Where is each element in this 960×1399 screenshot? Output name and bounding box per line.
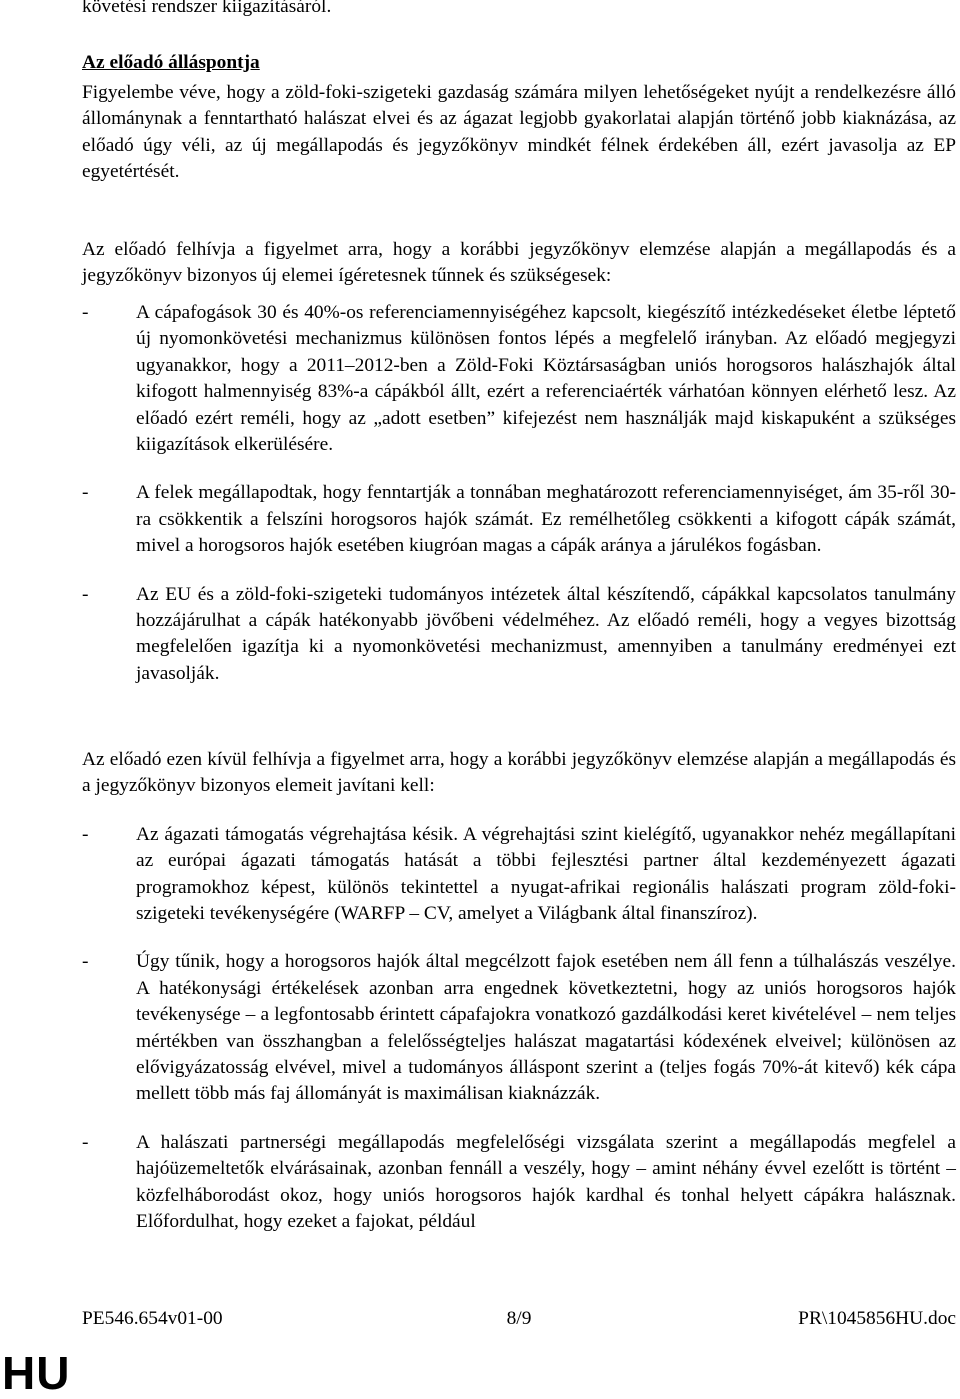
improvements-section: [82, 747, 956, 1258]
list-item: [82, 480, 956, 559]
list-item: [82, 949, 956, 1107]
list-item-text: A halászati partnerségi megállapodás megfelelőségi vizsgálata szerint a megállapodás megfelel a hajóüzemeltetők elvárásainak, azonban fennáll a veszély, hogy – amint néhány évvel ezelőtt is történt – közfelháborodást okoz, hogy uniós horogsoros hajók kardhal és tonhal helyett cápákra halásznak. Előfordulhat, hogy ezeket a fajokat, például: [136, 1131, 956, 1233]
list-item: [82, 300, 956, 458]
list-item-text: Az ágazati támogatás végrehajtása késik. A végrehajtási szint kielégítő, ugyanakkor nehéz megállapítani az európai ágazati támogatás hatását a többi fejlesztési partner által kezdeményezett ágazati programokhoz képest, különös tekintettel a nyugat-afrikai regionális halászati program zöld-foki-szigeteki tevékenységére (WARFP – CV, amelyet a Világbank által finanszíroz).: [136, 823, 956, 925]
list-dash: -: [82, 302, 89, 323]
paragraph-new-elements: Az előadó felhívja a figyelmet arra, hogy a korábbi jegyzőkönyv elemzése alapján a megállapodás és a jegyzőkönyv bizonyos új elemei ígéretesnek tűnnek és szükségesek:: [82, 239, 956, 287]
list-dash: -: [82, 482, 89, 504]
list-item: [82, 822, 956, 928]
list-item-text: A cápafogások 30 és 40%-os referenciamennyiségéhez kapcsolt, kiegészítő intézkedéseket életbe léptető új nyomonkövetési mechanizmus különösen fontos lépés a megfelelő irányban. Az előadó megjegyzi ugyanakkor, hogy a 2011–2012-ben a Zöld-Foki Köztársaságban uniós horogsoros halászhajók által kifogott halmennyiség 83%-a cápákból állt, ezért a referenciaérték várhatóan könnyen elérhető lesz. Az előadó ezért reméli, hogy az „adott esetben” kifejezést nem használják majd kiskapuként a szükséges kiigazítások elkerülésére.: [136, 302, 956, 456]
paragraph-position: Figyelembe véve, hogy a zöld-foki-szigeteki gazdaság számára milyen lehetőségeket nyújt a rendelkezésre álló állománynak a fenntartható halászat elvei és az ágazat legjobb gyakorlatai alapján történő jobb kiaknázása, az előadó úgy véli, az új megállapodás és jegyzőkönyv mindkét félnek érdekében áll, ezért javasolja az EP egyetértését.: [82, 82, 956, 183]
paragraph-improvements: Az előadó ezen kívül felhívja a figyelmet arra, hogy a korábbi jegyzőkönyv elemzése alapján a megállapodás és a jegyzőkönyv bizonyos elemeit javítani kell:: [82, 749, 956, 797]
list-item: [82, 582, 956, 688]
list-dash: -: [82, 951, 89, 973]
new-elements-list: [82, 300, 956, 709]
list-dash: -: [82, 1131, 89, 1153]
section-heading: Az előadó álláspontja: [82, 52, 260, 73]
list-item-text: Úgy tűnik, hogy a horogsoros hajók által megcélzott fajok esetében nem áll fenn a túlhalászás veszélye. A hatékonysági értékelések azonban arra engednek következtetni, hogy az uniós horogsoros hajók tevékenysége – a legfontosabb érintett cápafajokra vonatkozó gazdálkodási keret kivételével – nem teljes mértékben van összhangban a felelősségteljes halászat magatartási kódexének elveivel; különösen az elővigyázatosság elvével, mivel a tudományos álláspont szerint a (teljes fogás 70%-át kitevő) kék cápa mellett több más faj állományát is maximálisan kiaknázzák.: [136, 951, 956, 1105]
list-item: [82, 1130, 956, 1236]
file-name: PR\1045856HU.doc: [798, 1308, 956, 1329]
document-reference: PE546.654v01-00: [82, 1308, 223, 1329]
list-item-text: A felek megállapodtak, hogy fenntartják a tonnában meghatározott referenciamennyiséget, ám 35-ről 30-ra csökkentik a felszíni horogsoros hajók számát. Ez remélhetőleg csökkenti a kifogott cápák számát, mivel a horogsoros hajók esetében kiugróan magas a cápák aránya a járulékos fogásban.: [136, 482, 956, 557]
continued-text-line: követési rendszer kiigazításáról.: [82, 0, 332, 17]
list-dash: -: [82, 583, 89, 605]
list-item-text: Az EU és a zöld-foki-szigeteki tudományos intézetek által készítendő, cápákkal kapcsolatos tanulmány hozzájárulhat a cápák hatékonyabb jövőbeni védelméhez. Az előadó reméli, hogy a vegyes bizottság megfelelően igazítja ki a nyomonkövetési mechanizmust, amennyiben a tanulmány eredményei ezt javasolják.: [136, 583, 956, 684]
language-code: HU: [2, 1347, 71, 1399]
page-number: 8/9: [506, 1308, 532, 1329]
list-dash: -: [82, 823, 89, 845]
